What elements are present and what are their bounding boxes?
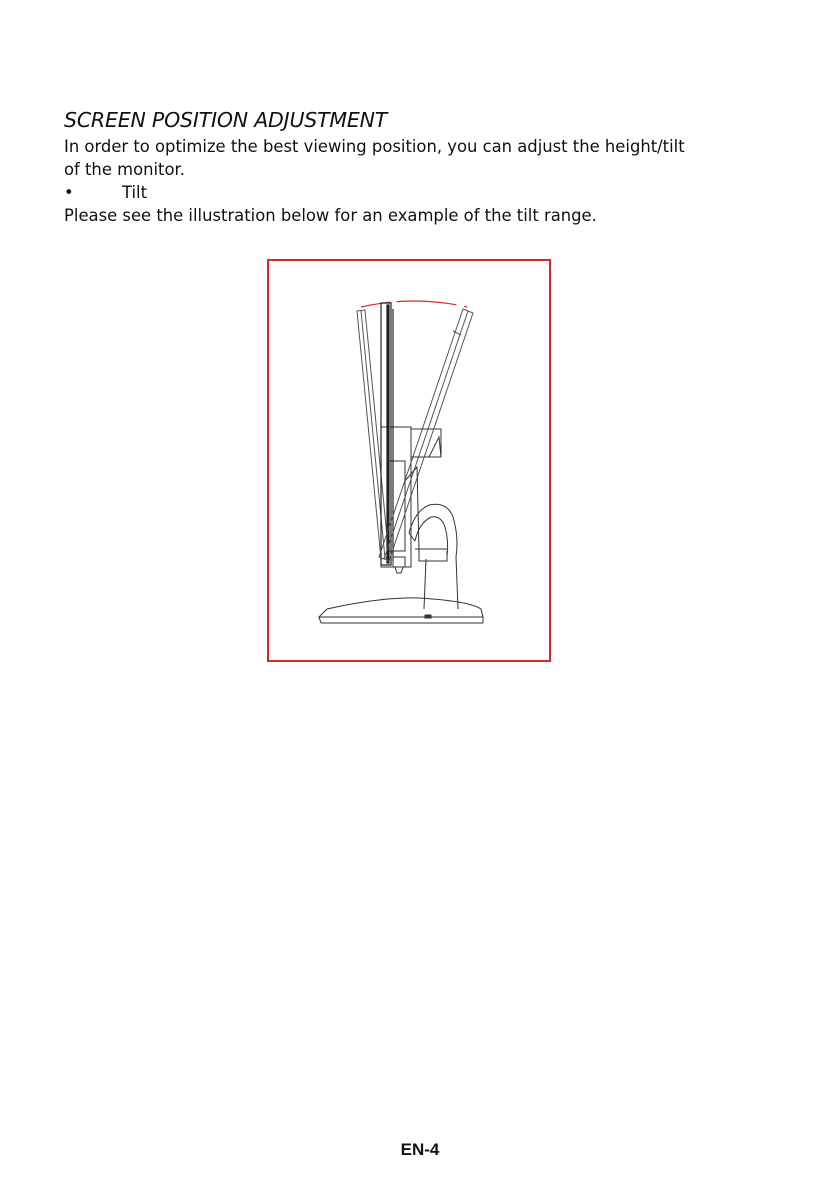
page-number: EN-4 [400,1140,440,1159]
panel-tilt-forward [357,310,389,559]
tilt-range-arc [361,301,467,307]
tilt-illustration [267,259,551,662]
intro-line-1: In order to optimize the best viewing position, you can adjust the height/tilt [64,137,685,156]
bullet-symbol: • [64,183,74,202]
monitor-stand [409,504,458,609]
section-heading: SCREEN POSITION ADJUSTMENT [64,108,388,132]
bullet-item-tilt [64,182,147,204]
panel-upright [381,303,393,565]
monitor-tilt-drawing [269,261,549,660]
instruction-text: Please see the illustration below for an example of the tilt range. [64,206,597,225]
intro-paragraph [64,136,685,181]
bullet-label: Tilt [122,183,148,202]
intro-line-2: of the monitor. [64,159,185,179]
monitor-base [319,598,483,623]
